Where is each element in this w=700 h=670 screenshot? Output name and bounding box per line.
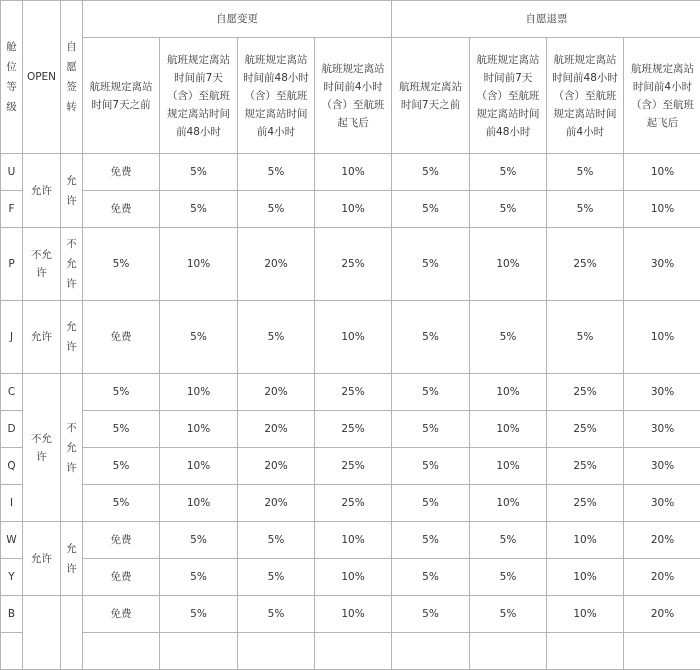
header-change-period-2 xyxy=(160,38,238,154)
open-value: 不允 许 xyxy=(31,430,52,466)
header-endorse xyxy=(61,1,83,154)
period-label: 航班规定离站时间前7天（含）至航班规定离站时间前48小时 xyxy=(163,51,234,141)
class-cell: B xyxy=(1,596,23,633)
refund-fee-cell: 10% xyxy=(547,559,624,596)
refund-fee-cell: 30% xyxy=(624,228,700,301)
change-fee-cell: 5% xyxy=(238,596,315,633)
refund-fee-cell: 10% xyxy=(470,485,547,522)
header-row-periods xyxy=(1,38,700,154)
change-fee-cell: 25% xyxy=(315,411,392,448)
change-fee-cell: 10% xyxy=(160,448,238,485)
table-row xyxy=(1,154,700,191)
period-label: 航班规定离站时间7天之前 xyxy=(86,78,156,114)
change-fee-cell: 5% xyxy=(160,559,238,596)
period-label: 航班规定离站时间前4小时（含）至航班起飞后 xyxy=(627,60,698,132)
refund-fee-cell: 5% xyxy=(547,191,624,228)
refund-fee-cell: 30% xyxy=(624,374,700,411)
class-cell: C xyxy=(1,374,23,411)
header-change-group-label: 自愿变更 xyxy=(216,10,258,28)
change-fee-cell: 5% xyxy=(83,411,160,448)
header-class xyxy=(1,1,23,154)
change-fee-cell: 5% xyxy=(238,559,315,596)
change-fee-cell: 5% xyxy=(83,228,160,301)
change-fee-cell: 10% xyxy=(160,374,238,411)
header-refund-period-4 xyxy=(624,38,700,154)
header-open-label: OPEN xyxy=(27,68,56,86)
change-fee-cell: 5% xyxy=(83,374,160,411)
refund-fee-cell: 5% xyxy=(470,301,547,374)
table-row xyxy=(1,485,700,522)
refund-fee-cell: 30% xyxy=(624,411,700,448)
change-fee-cell: 免费 xyxy=(83,559,160,596)
refund-fee-cell: 5% xyxy=(392,596,470,633)
change-fee-cell: 20% xyxy=(238,411,315,448)
change-fee-cell: 25% xyxy=(315,228,392,301)
table-row xyxy=(1,228,700,301)
class-cell xyxy=(1,633,23,670)
refund-fee-cell: 25% xyxy=(547,411,624,448)
refund-fee-cell: 10% xyxy=(624,301,700,374)
refund-fee-cell: 5% xyxy=(547,154,624,191)
header-row-groups xyxy=(1,1,700,38)
change-fee-cell: 5% xyxy=(238,522,315,559)
open-value: 允许 xyxy=(31,182,52,200)
open-value: 不允 许 xyxy=(31,246,52,282)
endorse-value: 允 许 xyxy=(66,171,77,211)
change-fee-cell: 5% xyxy=(238,154,315,191)
change-fee-cell: 10% xyxy=(315,154,392,191)
refund-fee-cell: 5% xyxy=(392,485,470,522)
refund-fee-cell: 10% xyxy=(470,411,547,448)
refund-fee-cell xyxy=(624,633,700,670)
refund-fee-cell: 10% xyxy=(624,191,700,228)
class-cell: Y xyxy=(1,559,23,596)
change-fee-cell: 10% xyxy=(315,191,392,228)
change-fee-cell: 5% xyxy=(83,485,160,522)
refund-fee-cell: 20% xyxy=(624,559,700,596)
change-fee-cell: 5% xyxy=(160,191,238,228)
change-fee-cell xyxy=(238,633,315,670)
endorse-value: 允 许 xyxy=(66,317,77,357)
refund-fee-cell: 5% xyxy=(392,559,470,596)
change-fee-cell: 20% xyxy=(238,485,315,522)
header-change-period-4 xyxy=(315,38,392,154)
refund-fee-cell: 25% xyxy=(547,485,624,522)
refund-fee-cell: 25% xyxy=(547,448,624,485)
refund-fee-cell: 5% xyxy=(547,301,624,374)
header-open xyxy=(23,1,61,154)
refund-fee-cell xyxy=(392,633,470,670)
table-row-partial xyxy=(1,633,700,670)
endorse-cell xyxy=(61,522,83,596)
class-cell: Q xyxy=(1,448,23,485)
refund-fee-cell: 5% xyxy=(392,522,470,559)
change-fee-cell: 5% xyxy=(160,522,238,559)
change-fee-cell: 免费 xyxy=(83,191,160,228)
period-label: 航班规定离站时间前48小时（含）至航班规定离站时间前4小时 xyxy=(241,51,311,141)
change-fee-cell: 5% xyxy=(238,191,315,228)
change-fee-cell xyxy=(160,633,238,670)
change-fee-cell xyxy=(315,633,392,670)
refund-fee-cell: 25% xyxy=(547,374,624,411)
refund-fee-cell xyxy=(470,633,547,670)
refund-fee-cell: 30% xyxy=(624,485,700,522)
table-row xyxy=(1,522,700,559)
header-refund-period-1 xyxy=(392,38,470,154)
header-endorse-label: 自 愿 签 转 xyxy=(66,37,77,117)
table-row xyxy=(1,301,700,374)
header-refund-period-3 xyxy=(547,38,624,154)
change-fee-cell: 10% xyxy=(315,522,392,559)
change-fee-cell: 5% xyxy=(83,448,160,485)
header-refund-period-2 xyxy=(470,38,547,154)
open-value: 允许 xyxy=(31,550,52,568)
change-fee-cell: 20% xyxy=(238,228,315,301)
endorse-cell xyxy=(61,228,83,301)
period-label: 航班规定离站时间前7天（含）至航班规定离站时间前48小时 xyxy=(473,51,543,141)
refund-fee-cell: 5% xyxy=(470,154,547,191)
class-cell: F xyxy=(1,191,23,228)
refund-fee-cell: 20% xyxy=(624,596,700,633)
class-cell: D xyxy=(1,411,23,448)
open-cell xyxy=(23,154,61,228)
open-cell xyxy=(23,374,61,522)
refund-fee-cell: 5% xyxy=(470,191,547,228)
refund-fee-cell: 10% xyxy=(470,228,547,301)
header-change-period-1 xyxy=(83,38,160,154)
change-fee-cell: 10% xyxy=(160,228,238,301)
refund-fee-cell: 5% xyxy=(470,596,547,633)
endorse-cell xyxy=(61,596,83,670)
refund-fee-cell: 5% xyxy=(470,559,547,596)
change-fee-cell: 10% xyxy=(160,411,238,448)
refund-fee-cell: 5% xyxy=(392,411,470,448)
header-refund-group-label: 自愿退票 xyxy=(526,10,568,28)
change-fee-cell: 5% xyxy=(238,301,315,374)
class-cell: P xyxy=(1,228,23,301)
change-fee-cell: 免费 xyxy=(83,522,160,559)
header-refund-group xyxy=(392,1,700,38)
change-fee-cell: 25% xyxy=(315,485,392,522)
header-change-period-3 xyxy=(238,38,315,154)
period-label: 航班规定离站时间前48小时（含）至航班规定离站时间前4小时 xyxy=(550,51,620,141)
refund-fee-cell: 5% xyxy=(392,448,470,485)
change-fee-cell xyxy=(83,633,160,670)
class-cell: U xyxy=(1,154,23,191)
refund-fee-cell: 10% xyxy=(470,448,547,485)
change-fee-cell: 免费 xyxy=(83,596,160,633)
change-fee-cell: 5% xyxy=(160,154,238,191)
change-fee-cell: 10% xyxy=(315,301,392,374)
change-fee-cell: 25% xyxy=(315,448,392,485)
class-cell: W xyxy=(1,522,23,559)
change-fee-cell: 20% xyxy=(238,448,315,485)
endorse-cell xyxy=(61,374,83,522)
change-fee-cell: 5% xyxy=(160,301,238,374)
change-fee-cell: 10% xyxy=(160,485,238,522)
change-fee-cell: 免费 xyxy=(83,301,160,374)
table-row xyxy=(1,374,700,411)
table-row xyxy=(1,411,700,448)
refund-fee-cell xyxy=(547,633,624,670)
refund-fee-cell: 5% xyxy=(392,154,470,191)
open-cell xyxy=(23,522,61,596)
change-fee-cell: 10% xyxy=(315,559,392,596)
refund-fee-cell: 25% xyxy=(547,228,624,301)
refund-fee-cell: 10% xyxy=(624,154,700,191)
endorse-value: 不 允 许 xyxy=(66,234,77,294)
table-row xyxy=(1,596,700,633)
change-fee-cell: 5% xyxy=(160,596,238,633)
refund-fee-cell: 10% xyxy=(547,596,624,633)
change-fee-cell: 10% xyxy=(315,596,392,633)
open-cell xyxy=(23,228,61,301)
change-fee-cell: 25% xyxy=(315,374,392,411)
refund-fee-cell: 20% xyxy=(624,522,700,559)
class-cell: I xyxy=(1,485,23,522)
endorse-value: 允 许 xyxy=(66,539,77,579)
refund-fee-cell: 5% xyxy=(392,301,470,374)
table-row xyxy=(1,559,700,596)
table-row xyxy=(1,191,700,228)
refund-fee-cell: 5% xyxy=(392,374,470,411)
header-change-group xyxy=(83,1,392,38)
open-value: 允许 xyxy=(31,328,52,346)
endorse-cell xyxy=(61,301,83,374)
period-label: 航班规定离站时间前4小时（含）至航班起飞后 xyxy=(318,60,388,132)
refund-fee-cell: 5% xyxy=(470,522,547,559)
class-cell: J xyxy=(1,301,23,374)
change-fee-cell: 20% xyxy=(238,374,315,411)
refund-fee-cell: 10% xyxy=(547,522,624,559)
open-cell xyxy=(23,301,61,374)
refund-fee-cell: 5% xyxy=(392,191,470,228)
refund-fee-cell: 5% xyxy=(392,228,470,301)
header-class-label: 舱 位 等 级 xyxy=(6,37,17,117)
open-cell xyxy=(23,596,61,670)
refund-fee-cell: 10% xyxy=(470,374,547,411)
endorse-value: 不 允 许 xyxy=(66,418,77,478)
change-fee-cell: 免费 xyxy=(83,154,160,191)
period-label: 航班规定离站时间7天之前 xyxy=(395,78,466,114)
table-row xyxy=(1,448,700,485)
refund-fee-cell: 30% xyxy=(624,448,700,485)
endorse-cell xyxy=(61,154,83,228)
